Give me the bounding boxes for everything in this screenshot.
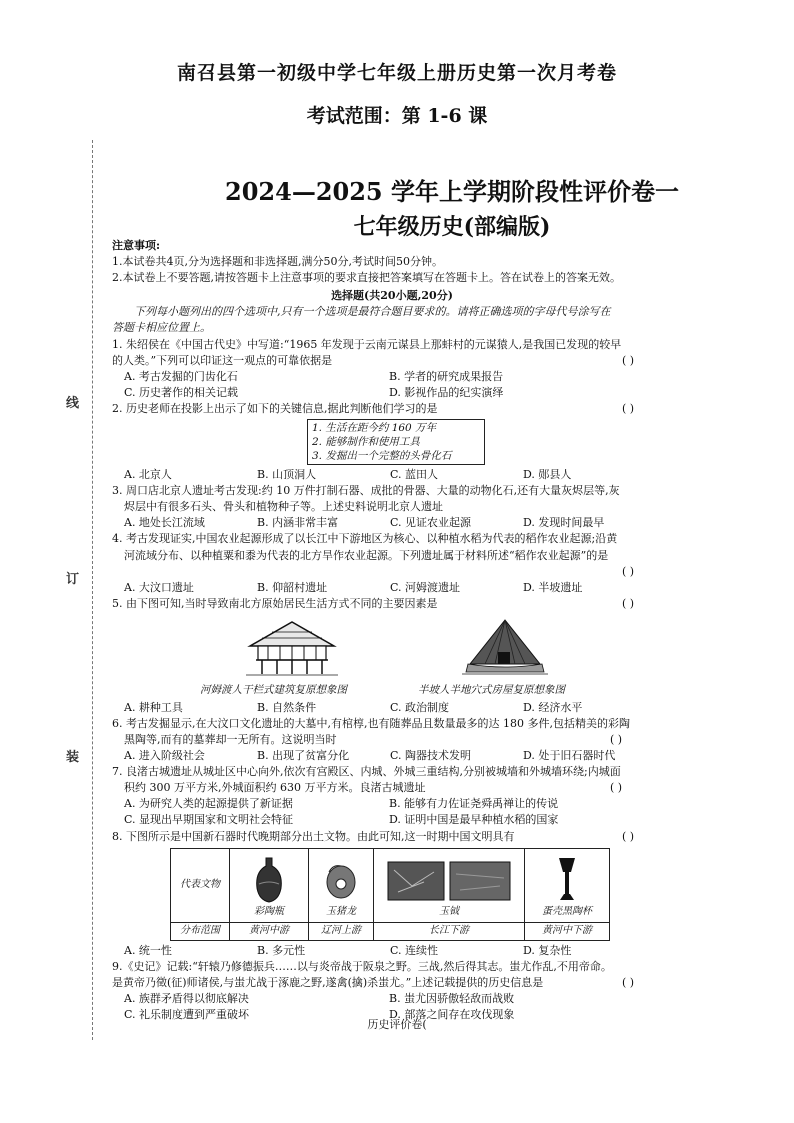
question-5-stem: 5. 由下图可知,当时导致南北方原始居民生活方式不同的主要因素是 — [112, 596, 438, 610]
relic-cell — [374, 848, 525, 922]
question-4-stem: 河流域分布、以种植粟和黍为代表的北方旱作农业起源。下列遗址属于材料所述“稻作农业起源”的是 — [124, 548, 609, 562]
jade-pig-dragon-icon — [323, 856, 359, 904]
section-instruction: 答题卡相应位置上。 — [112, 321, 211, 335]
option: D. 处于旧石器时代 — [523, 749, 616, 763]
binding-line — [92, 140, 93, 1040]
info-box-line: 2. 能够制作和使用工具 — [312, 436, 420, 449]
option: D. 部落之间存在攻伐现象 — [389, 1008, 515, 1021]
notes-item: 1.本试卷共4页,分为选择题和非选择题,满分50分,考试时间50分钟。 — [112, 255, 443, 269]
page-footer: 历史评价卷( — [367, 1018, 427, 1031]
question-8-stem: 8. 下图所示是中国新石器时代晚期部分出土文物。由此可知,这一时期中国文明具有 — [112, 829, 515, 843]
relic-name: 蛋壳黑陶杯 — [542, 905, 592, 917]
option: C. 礼乐制度遭到严重破坏 — [124, 1008, 250, 1021]
question-4-stem: 4. 考古发现证实,中国农业起源形成了以长江中下游地区为核心、以种植水稻为代表的稻作农业起源;沿黄 — [112, 532, 618, 546]
relic-name: 彩陶瓶 — [254, 905, 284, 917]
option: B. 能够有力佐证尧舜禹禅让的传说 — [389, 797, 559, 811]
house-illustrations — [112, 612, 672, 682]
option: C. 显现出早期国家和文明社会特征 — [124, 813, 294, 827]
question-1-stem: 的人类。”下列可以印证这一观点的可靠依据是 — [112, 353, 333, 367]
answer-paren: ( ) — [622, 353, 635, 367]
option: D. 郧县人 — [523, 468, 572, 482]
option: B. 自然条件 — [257, 700, 317, 714]
relics-table — [170, 848, 610, 941]
caption-pit-house: 半坡人半地穴式房屋复原想象图 — [418, 683, 565, 696]
answer-paren: ( ) — [622, 829, 635, 843]
paper-subtitle: 七年级历史(部编版) — [353, 214, 551, 240]
relic-cell — [230, 848, 309, 922]
option: B. 仰韶村遗址 — [257, 580, 328, 594]
option: C. 河姆渡遗址 — [390, 580, 461, 594]
option: A. 统一性 — [124, 943, 172, 957]
option: C. 连续性 — [390, 943, 439, 957]
jade-axe-icon — [384, 856, 514, 904]
notes-item: 2.本试卷上不要答题,请按答题卡上注意事项的要求直接把答案填写在答题卡上。答在试卷上的答案无效。 — [112, 271, 621, 285]
option: A. 考古发掘的门齿化石 — [124, 369, 238, 383]
answer-paren: ( ) — [622, 564, 635, 578]
pit-house-illustration — [460, 616, 550, 678]
question-1-stem: 1. 朱绍侯在《中国古代史》中写道:“1965 年发现于云南元谋县上那蚌村的元谋猿人,是我国已发现的较早 — [112, 337, 622, 351]
exam-scope: 考试范围：第 1-6 课 — [306, 105, 488, 127]
answer-paren: ( ) — [622, 401, 635, 415]
school-exam-title: 南召县第一初级中学七年级上册历史第一次月考卷 — [176, 62, 617, 84]
option: D. 影视作品的纪实演绎 — [389, 385, 504, 399]
relic-cell — [525, 848, 610, 922]
option: D. 复杂性 — [523, 943, 572, 957]
section-title: 选择题(共20小题,20分) — [331, 289, 453, 303]
option: A. 北京人 — [124, 468, 172, 482]
table-row-label: 代表文物 — [171, 848, 230, 922]
option: D. 发现时间最早 — [523, 516, 605, 530]
answer-paren: ( ) — [622, 596, 635, 610]
option: B. 山顶洞人 — [257, 468, 317, 482]
margin-label-fold: 装 — [66, 750, 80, 765]
question-3-stem: 烬层中有很多石头、骨头和植物种子等。上述史料说明北京人遗址 — [124, 500, 443, 514]
eggshell-black-cup-icon — [555, 856, 579, 904]
option: B. 内涵非常丰富 — [257, 516, 339, 530]
question-9-stem: 是黄帝乃徵(征)师诸侯,与蚩尤战于涿鹿之野,遂禽(擒)杀蚩尤。”上述记载提供的历史信息是 — [112, 975, 544, 989]
region-cell: 黄河中下游 — [525, 922, 610, 940]
info-box — [307, 419, 485, 465]
option: A. 地处长江流域 — [124, 516, 205, 530]
question-2-stem: 2. 历史老师在投影上出示了如下的关键信息,据此判断他们学习的是 — [112, 401, 438, 415]
option: B. 出现了贫富分化 — [257, 749, 350, 763]
option: D. 证明中国是最早种植水稻的国家 — [389, 813, 559, 827]
option: C. 陶器技术发明 — [390, 749, 472, 763]
info-box-line: 3. 发掘出一个完整的头骨化石 — [312, 450, 452, 463]
option: A. 进入阶级社会 — [124, 749, 205, 763]
answer-paren: ( ) — [610, 732, 623, 746]
question-3-stem: 3. 周口店北京人遗址考古发现:约 10 万件打制石器、成批的骨器、大量的动物化石,还有大量灰烬层等,灰 — [112, 484, 620, 498]
relic-cell — [309, 848, 374, 922]
option: C. 蓝田人 — [390, 468, 439, 482]
question-6-stem: 6. 考古发掘显示,在大汶口文化遗址的大墓中,有棺椁,也有随葬品且数量最多的达 180 多件,包括精美的彩陶 — [112, 716, 630, 730]
caption-stilt-house: 河姆渡人干栏式建筑复原想象图 — [200, 683, 347, 696]
option: C. 历史著作的相关记载 — [124, 385, 239, 399]
notes-heading: 注意事项: — [112, 239, 161, 252]
option: D. 半坡遗址 — [523, 580, 583, 594]
option: D. 经济水平 — [523, 700, 583, 714]
info-box-line: 1. 生活在距今约 160 万年 — [312, 422, 437, 435]
paper-title: 2024—2025 学年上学期阶段性评价卷一 — [225, 177, 679, 206]
illustration-captions — [112, 682, 672, 700]
section-instruction: 下列每小题列出的四个选项中,只有一个选项是最符合题目要求的。请将正确选项的字母代号涂写在 — [134, 305, 611, 319]
table-row-label: 分布范围 — [171, 922, 230, 940]
option: A. 为研究人类的起源提供了新证据 — [124, 797, 293, 811]
region-cell: 长江下游 — [374, 922, 525, 940]
margin-label-line: 线 — [66, 396, 80, 411]
option: B. 蚩尤因骄傲轻敌而战败 — [389, 991, 515, 1005]
option: B. 多元性 — [257, 943, 306, 957]
answer-paren: ( ) — [610, 781, 623, 795]
relic-name: 玉猪龙 — [326, 905, 356, 917]
option: A. 大汶口遗址 — [124, 580, 194, 594]
option: C. 政治制度 — [390, 700, 450, 714]
question-7-stem: 7. 良渚古城遗址从城址区中心向外,依次有宫殿区、内城、外城三重结构,分别被城墙和外城墙环绕;内城面 — [112, 765, 621, 779]
region-cell: 黄河中游 — [230, 922, 309, 940]
question-6-stem: 黑陶等,而有的墓葬却一无所有。这说明当时 — [124, 732, 337, 746]
question-9-stem: 9.《史记》记载:“轩辕乃修德振兵……以与炎帝战于阪泉之野。三战,然后得其志。蚩尤作乱,不用帝命。 — [112, 959, 612, 973]
margin-label-bind: 订 — [66, 572, 80, 587]
answer-paren: ( ) — [622, 975, 635, 989]
option: C. 见证农业起源 — [390, 516, 472, 530]
option: B. 学者的研究成果报告 — [389, 369, 504, 383]
option: A. 耕种工具 — [124, 700, 183, 714]
exam-content — [112, 238, 672, 1023]
option: A. 族群矛盾得以彻底解决 — [124, 991, 249, 1005]
region-cell: 辽河上游 — [309, 922, 374, 940]
stilt-house-illustration — [242, 616, 342, 678]
relic-name: 玉钺 — [439, 905, 459, 917]
pottery-bottle-icon — [249, 856, 289, 904]
question-7-stem: 积约 300 万平方米,外城面积约 630 万平方米。良渚古城遗址 — [124, 781, 426, 795]
